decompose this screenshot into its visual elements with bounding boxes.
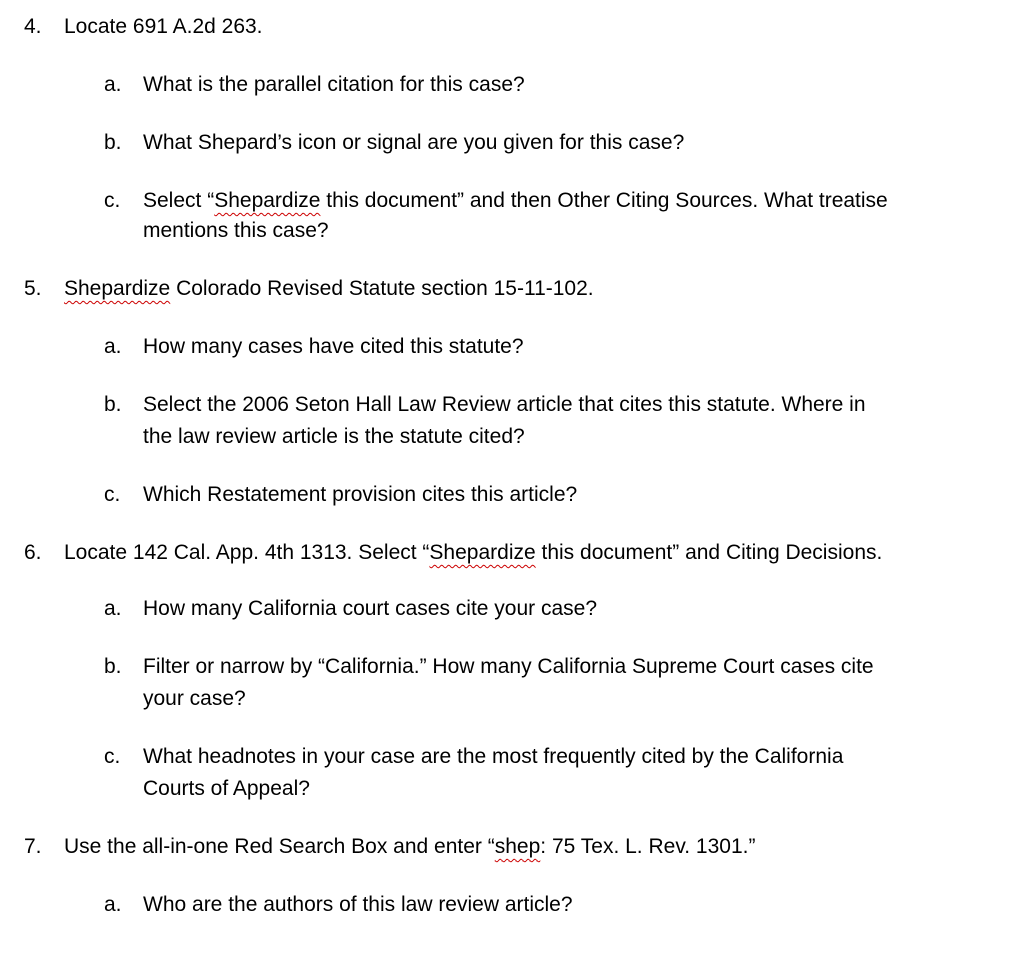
question-number: 6.	[24, 541, 42, 564]
sub-letter: a.	[104, 335, 122, 358]
spellcheck-word: shep	[494, 835, 541, 858]
text-fragment: : 75 Tex. L. Rev. 1301.”	[540, 835, 756, 858]
sub-letter: a.	[104, 893, 122, 916]
sub-text: What is the parallel citation for this case?	[143, 73, 525, 96]
sub-text: Who are the authors of this law review article?	[143, 893, 573, 916]
spellcheck-word: Shepardize	[214, 189, 321, 212]
sub-text-line-2: the law review article is the statute cited?	[143, 425, 525, 448]
text-fragment: Use the all-in-one Red Search Box and enter “	[64, 835, 495, 858]
sub-text-line-1: Filter or narrow by “California.” How many California Supreme Court cases cite	[143, 655, 874, 678]
question-text	[64, 274, 594, 304]
sub-letter: c.	[104, 189, 121, 212]
text-fragment: this document” and then Other Citing Sources. What treatise	[320, 189, 888, 212]
question-number: 4.	[24, 15, 42, 38]
question-text	[64, 538, 882, 568]
sub-text: How many California court cases cite your case?	[143, 597, 598, 620]
text-fragment: Locate 142 Cal. App. 4th 1313. Select “	[64, 541, 430, 564]
sub-letter: b.	[104, 655, 122, 678]
text-fragment: this document” and Citing Decisions.	[535, 541, 883, 564]
sub-letter: b.	[104, 393, 122, 416]
question-text	[64, 832, 755, 862]
sub-text-line-2: your case?	[143, 687, 246, 710]
sub-letter: a.	[104, 597, 122, 620]
sub-text-line-1	[143, 186, 888, 216]
sub-text: How many cases have cited this statute?	[143, 335, 524, 358]
sub-text-line-1: Select the 2006 Seton Hall Law Review article that cites this statute. Where in	[143, 393, 866, 416]
sub-letter: a.	[104, 73, 122, 96]
sub-text-line-2: mentions this case?	[143, 219, 329, 242]
sub-letter: b.	[104, 131, 122, 154]
question-text: Locate 691 A.2d 263.	[64, 15, 263, 38]
text-fragment: Select “	[143, 189, 215, 212]
sub-text: What Shepard’s icon or signal are you given for this case?	[143, 131, 685, 154]
spellcheck-word: Shepardize	[429, 541, 536, 564]
sub-text-line-1: What headnotes in your case are the most frequently cited by the California	[143, 745, 844, 768]
sub-letter: c.	[104, 745, 121, 768]
question-number: 7.	[24, 835, 42, 858]
text-fragment: Colorado Revised Statute section 15-11-102.	[170, 277, 594, 300]
sub-text-line-2: Courts of Appeal?	[143, 777, 310, 800]
sub-letter: c.	[104, 483, 121, 506]
spellcheck-word: Shepardize	[64, 277, 171, 300]
question-number: 5.	[24, 277, 42, 300]
sub-text: Which Restatement provision cites this article?	[143, 483, 578, 506]
